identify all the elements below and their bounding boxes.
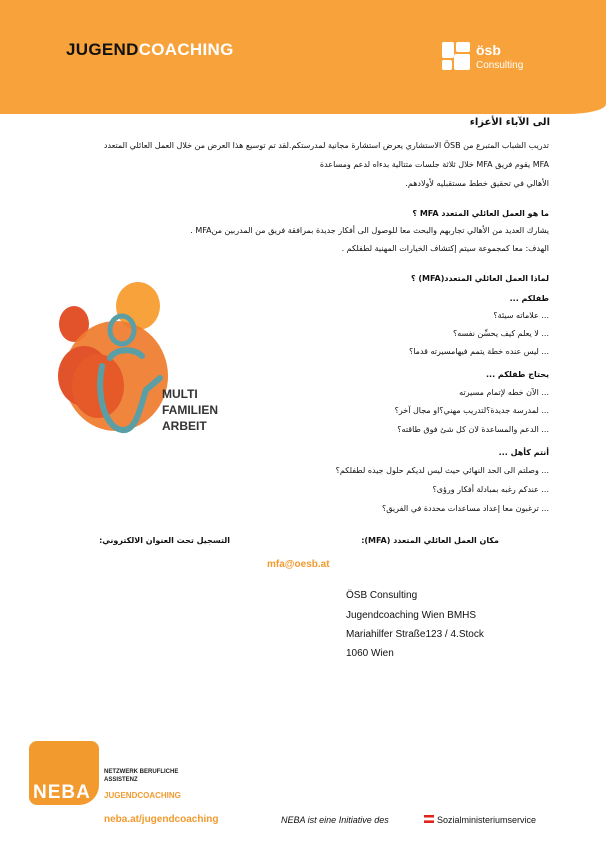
multi-familien-arbeit-logo <box>56 278 236 438</box>
group-parents-title: أنتم كأهل ... <box>498 448 549 457</box>
intro-line-3: الأهالي في تحقيق خطط مستقبليه لأولادهم. <box>405 179 549 188</box>
what-is-mfa-line-1: يشارك العديد من الأهالي تجاربهم والبحث معا للوصول الى أفكار جديدة بمرافقة فريق من المدربين منMFA . <box>190 226 549 235</box>
section-why-mfa-title: لماذا العمل العائلي المتعدد(MFA) ؟ <box>410 274 549 283</box>
list-item: ... لمدرسة جديدة؟لتدريب مهني؟او مجال آخر؟ <box>394 406 549 415</box>
greeting: الى الآباء الأعزاء <box>469 117 550 128</box>
jugendcoaching-logo <box>66 40 234 60</box>
brand-part1: JUGEND <box>66 40 139 59</box>
neba-jugendcoaching-label: JUGENDCOACHING <box>104 791 181 800</box>
neba-network-label: NETZWERK BERUFLICHE ASSISTENZ <box>104 769 179 783</box>
osb-logo <box>442 42 542 82</box>
list-item: ... ترغبون معا إعداد مساعدات محددة في الفريق؟ <box>382 504 549 513</box>
list-item: ... الآن خطه لإتمام مسيرته <box>459 388 549 397</box>
osb-name: ösb <box>476 42 501 58</box>
brand-part2: COACHING <box>138 40 234 59</box>
logo-line-1: MULTI <box>162 387 198 401</box>
group-child-title: طفلكم ... <box>509 294 549 303</box>
list-item: ... علاماته سيئة؟ <box>493 311 549 320</box>
ministry-name: Sozialministeriumservice <box>437 815 537 825</box>
list-item: ... الدعم والمساعدة لان كل شئ فوق طاقته؟ <box>397 425 549 434</box>
neba-website-link[interactable]: neba.at/jugendcoaching <box>104 814 219 825</box>
section-what-is-mfa-title: ما هو العمل العائلي المتعدد MFA ؟ <box>412 209 549 218</box>
logo-line-2: FAMILIEN <box>162 403 218 417</box>
what-is-mfa-line-2: الهدف: معا كمجموعة سيتم إكتشاف الخيارات المهنية لطفلكم . <box>341 244 549 253</box>
neba-logo-text: NEBA <box>33 782 91 803</box>
austria-flag-icon <box>424 815 434 823</box>
intro-line-2: MFA يقوم فريق MFA خلال ثلاثة جلسات متتالية بدءاه لدعم ومساعدة <box>319 160 549 169</box>
list-item: ... عندكم رغبه بمبادلة أفكار ورؤى؟ <box>432 485 549 494</box>
location-title: مكان العمل العائلي المتعدد (MFA): <box>361 536 499 545</box>
registration-title: التسجيل تحت العنوان الالكتروني: <box>99 536 230 545</box>
osb-mark-icon <box>442 42 470 70</box>
group-needs-title: يحتاج طفلكم ... <box>486 370 549 379</box>
email-link[interactable]: mfa@oesb.at <box>267 559 330 570</box>
address-line-1: ÖSB Consulting <box>346 590 418 601</box>
intro-line-1: تدريب الشباب المتبرع من ÖSB الاستشاري يعرض استشارة مجانية لمدرستكم.لقد تم توسيع هذا العرض من خلال العمل العائلي المتعدد <box>103 141 549 150</box>
osb-subtitle: Consulting <box>476 60 524 71</box>
list-item: ... وصلتم الى الحد النهائي حيث ليس لديكم حلول جيده لطفلكم؟ <box>335 466 549 475</box>
list-item: ... ليس عنده خطة يتمم فيهامسيرته قدما؟ <box>408 347 549 356</box>
address-line-3: Mariahilfer Straße123 / 4.Stock <box>346 629 484 640</box>
list-item: ... لا يعلم كيف يحسِّن نفسه؟ <box>452 329 549 338</box>
address-line-4: 1060 Wien <box>346 648 394 659</box>
address-line-2: Jugendcoaching Wien BMHS <box>346 610 477 621</box>
initiative-text: NEBA ist eine Initiative des <box>281 815 389 825</box>
logo-line-3: ARBEIT <box>162 419 207 433</box>
